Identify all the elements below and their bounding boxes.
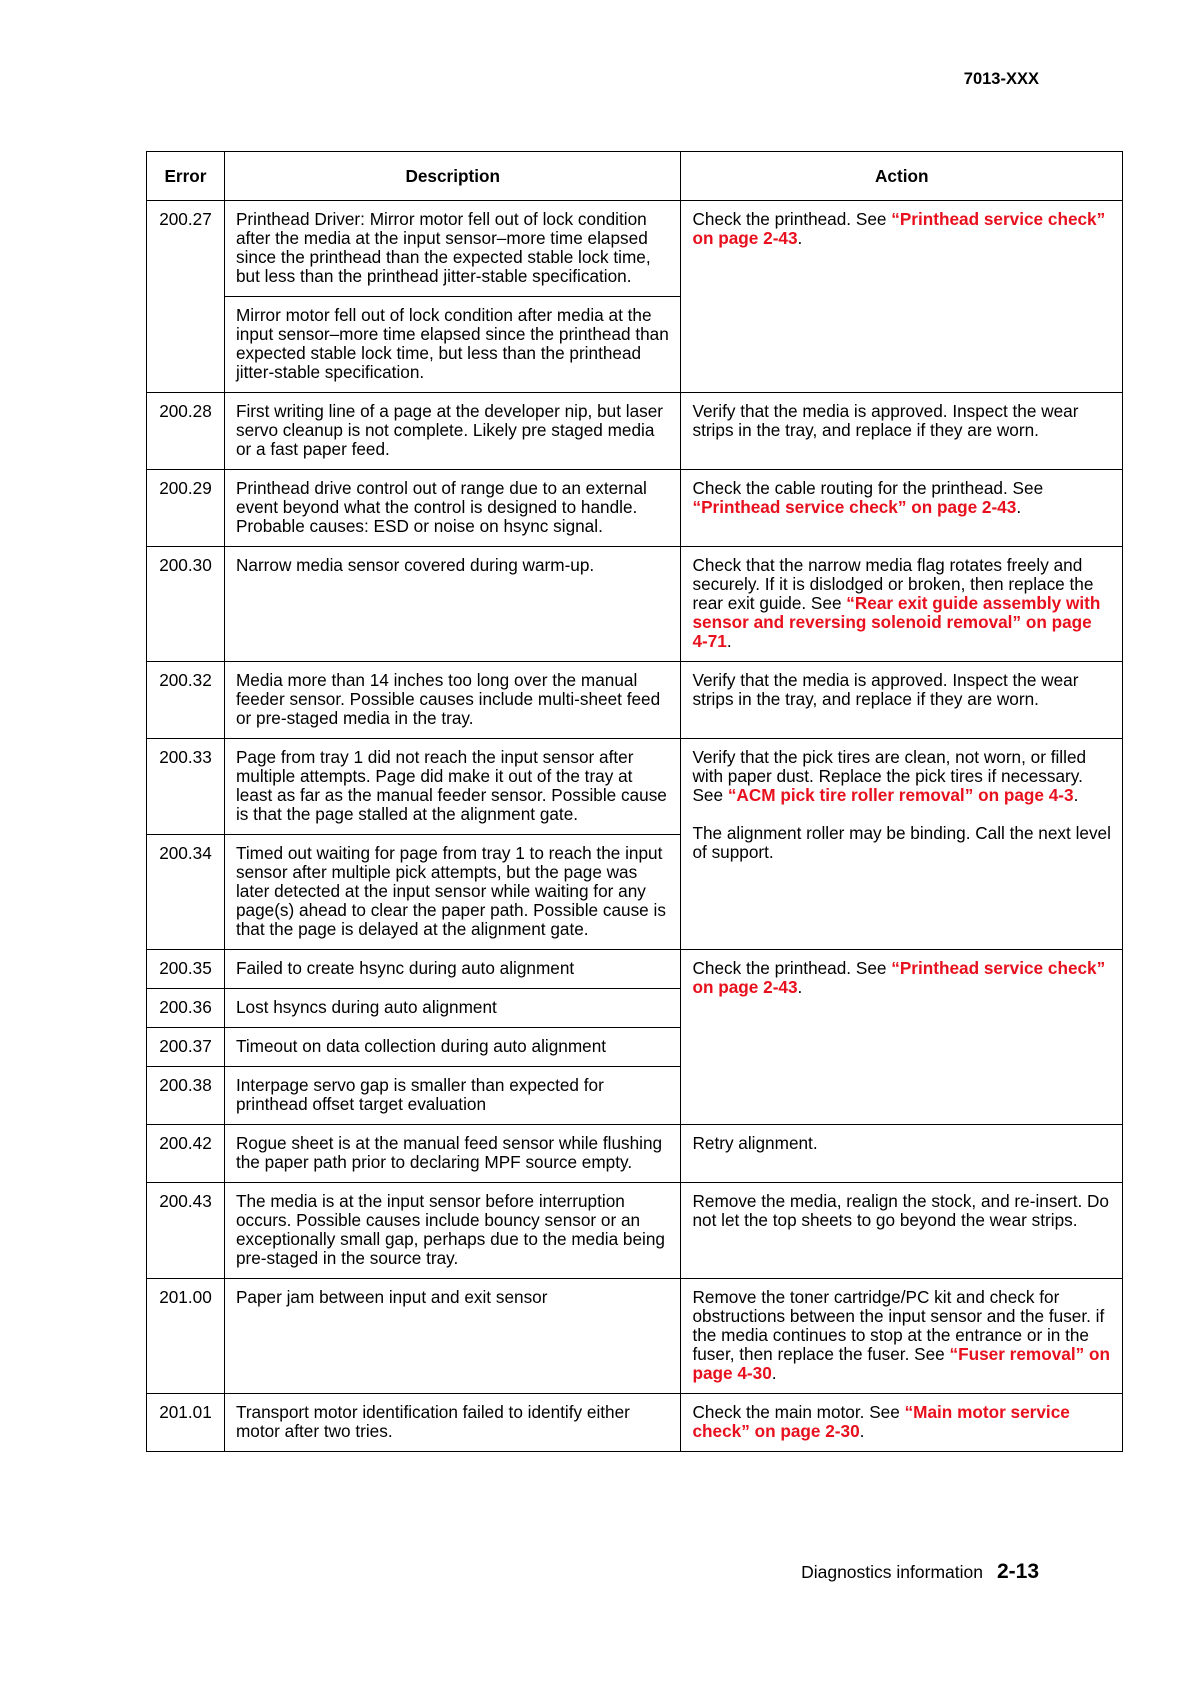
table-row xyxy=(147,1279,1123,1394)
error-action xyxy=(681,662,1123,739)
error-code: 200.33 xyxy=(147,739,225,835)
cross-reference-link[interactable]: “ACM pick tire roller removal” on page 4-3 xyxy=(727,785,1074,805)
error-code: 201.01 xyxy=(147,1394,225,1452)
action-text: Check the printhead. See xyxy=(692,209,892,229)
table-row xyxy=(147,1183,1123,1279)
error-action xyxy=(681,1125,1123,1183)
error-description: The media is at the input sensor before interruption occurs. Possible causes include bouncy sensor or an exceptionally small gap, perhaps due to the media being pre-staged in the source tray. xyxy=(224,1183,681,1279)
error-code: 200.30 xyxy=(147,547,225,662)
error-action xyxy=(681,393,1123,470)
table-header-row xyxy=(147,152,1123,201)
action-text: Check the printhead. See xyxy=(692,958,892,978)
table-row xyxy=(147,547,1123,662)
error-action: Remove the toner cartridge/PC kit and check for obstructions between the input sensor and the fuser. if the media continues to stop at the entrance or in the fuser, then replace the fuser. See “Fuser removal” on page 4-30. xyxy=(681,1279,1123,1394)
error-code: 200.38 xyxy=(147,1067,225,1125)
error-description: Interpage servo gap is smaller than expected for printhead offset target evaluation xyxy=(224,1067,681,1125)
action-text: Check the cable routing for the printhead. See xyxy=(692,478,1044,498)
error-code: 200.32 xyxy=(147,662,225,739)
error-action: Verify that the pick tires are clean, not worn, or filled with paper dust. Replace the pick tires if necessary. See “ACM pick tire roller removal” on page 4-3. The alignment roller may be binding. Call the next level of support. xyxy=(681,739,1123,950)
action-text: Remove the toner cartridge/PC kit and check for obstructions between the input sensor and the fuser. if the media continues to stop at the entrance or in the fuser, then replace the fuser. See xyxy=(692,1287,1105,1364)
column-header-action: Action xyxy=(681,152,1123,201)
error-action: Check that the narrow media flag rotates freely and securely. If it is dislodged or broken, then replace the rear exit guide. See “Rear exit guide assembly with sensor and reversing solenoid removal” on page 4-71. xyxy=(681,547,1123,662)
action-text: Check the main motor. See xyxy=(692,1402,905,1422)
error-action: Check the printhead. See “Printhead service check” on page 2-43. xyxy=(681,950,1123,1125)
error-code: 200.34 xyxy=(147,835,225,950)
error-description: Mirror motor fell out of lock condition after media at the input sensor–more time elapsed since the printhead than expected stable lock time, but less than the printhead jitter-stable specification. xyxy=(224,297,681,393)
page-number: 2-13 xyxy=(996,1560,1039,1583)
error-code: 200.42 xyxy=(147,1125,225,1183)
error-code: 200.36 xyxy=(147,989,225,1028)
error-description: Rogue sheet is at the manual feed sensor while flushing the paper path prior to declaring MPF source empty. xyxy=(224,1125,681,1183)
action-text: Retry alignment. xyxy=(692,1133,818,1153)
error-code: 200.27 xyxy=(147,201,225,393)
action-text: Verify that the media is approved. Inspect the wear strips in the tray, and replace if they are worn. xyxy=(692,670,1079,709)
action-note: The alignment roller may be binding. Call the next level of support. xyxy=(692,823,1111,862)
cross-reference-link[interactable]: “Main motor service check” on page 2-30 xyxy=(692,1402,1070,1441)
cross-reference-link[interactable]: “Fuser removal” on page 4-30 xyxy=(692,1344,1110,1383)
error-description: Paper jam between input and exit sensor xyxy=(224,1279,681,1394)
table-row xyxy=(147,1394,1123,1452)
table-row xyxy=(147,470,1123,547)
error-code: 200.35 xyxy=(147,950,225,989)
model-number: 7013-XXX xyxy=(963,70,1039,88)
error-action: Check the main motor. See “Main motor service check” on page 2-30. xyxy=(681,1394,1123,1452)
table-row xyxy=(147,201,1123,297)
error-code: 200.43 xyxy=(147,1183,225,1279)
table-row xyxy=(147,739,1123,835)
error-description: Timed out waiting for page from tray 1 to reach the input sensor after multiple pick attempts, but the page was later detected at the input sensor while waiting for any page(s) ahead to clear the paper path. Possible cause is that the page is delayed at the alignment gate. xyxy=(224,835,681,950)
error-description: Narrow media sensor covered during warm-up. xyxy=(224,547,681,662)
error-action xyxy=(681,1183,1123,1279)
error-code: 200.28 xyxy=(147,393,225,470)
error-description: First writing line of a page at the developer nip, but laser servo cleanup is not complete. Likely pre staged media or a fast paper feed. xyxy=(224,393,681,470)
error-description: Timeout on data collection during auto alignment xyxy=(224,1028,681,1067)
error-action: Check the printhead. See “Printhead service check” on page 2-43. xyxy=(681,201,1123,393)
error-action: Check the cable routing for the printhead. See “Printhead service check” on page 2-43. xyxy=(681,470,1123,547)
page-footer xyxy=(801,1560,1039,1584)
table-row xyxy=(147,950,1123,989)
column-header-description: Description xyxy=(224,152,681,201)
error-description: Media more than 14 inches too long over the manual feeder sensor. Possible causes include multi-sheet feed or pre-staged media in the tray. xyxy=(224,662,681,739)
error-code: 200.37 xyxy=(147,1028,225,1067)
cross-reference-link[interactable]: “Printhead service check” on page 2-43 xyxy=(692,497,1017,517)
error-code: 200.29 xyxy=(147,470,225,547)
error-description: Failed to create hsync during auto alignment xyxy=(224,950,681,989)
error-description: Page from tray 1 did not reach the input sensor after multiple attempts. Page did make it out of the tray at least as far as the manual feeder sensor. Possible cause is that the page stalled at the alignment gate. xyxy=(224,739,681,835)
error-code-table xyxy=(146,151,1123,1452)
section-title: Diagnostics information xyxy=(801,1562,983,1582)
column-header-error: Error xyxy=(147,152,225,201)
action-text: Verify that the pick tires are clean, not worn, or filled with paper dust. Replace the pick tires if necessary. See xyxy=(692,747,1087,805)
table-row xyxy=(147,1125,1123,1183)
action-text: Check that the narrow media flag rotates freely and securely. If it is dislodged or broken, then replace the rear exit guide. See xyxy=(692,555,1094,613)
error-description: Printhead drive control out of range due to an external event beyond what the control is designed to handle. Probable causes: ESD or noise on hsync signal. xyxy=(224,470,681,547)
table-row xyxy=(147,662,1123,739)
table-row xyxy=(147,393,1123,470)
action-text: Verify that the media is approved. Inspect the wear strips in the tray, and replace if they are worn. xyxy=(692,401,1079,440)
cross-reference-link[interactable]: “Printhead service check” on page 2-43 xyxy=(692,958,1106,997)
cross-reference-link[interactable]: “Rear exit guide assembly with sensor and reversing solenoid removal” on page 4-71 xyxy=(692,593,1101,651)
error-description: Lost hsyncs during auto alignment xyxy=(224,989,681,1028)
error-description: Printhead Driver: Mirror motor fell out of lock condition after the media at the input sensor–more time elapsed since the printhead than the expected stable lock time, but less than the printhead jitter-stable specification. xyxy=(224,201,681,297)
error-code: 201.00 xyxy=(147,1279,225,1394)
action-text: Remove the media, realign the stock, and re-insert. Do not let the top sheets to go beyond the wear strips. xyxy=(692,1191,1109,1230)
error-description: Transport motor identification failed to identify either motor after two tries. xyxy=(224,1394,681,1452)
cross-reference-link[interactable]: “Printhead service check” on page 2-43 xyxy=(692,209,1106,248)
